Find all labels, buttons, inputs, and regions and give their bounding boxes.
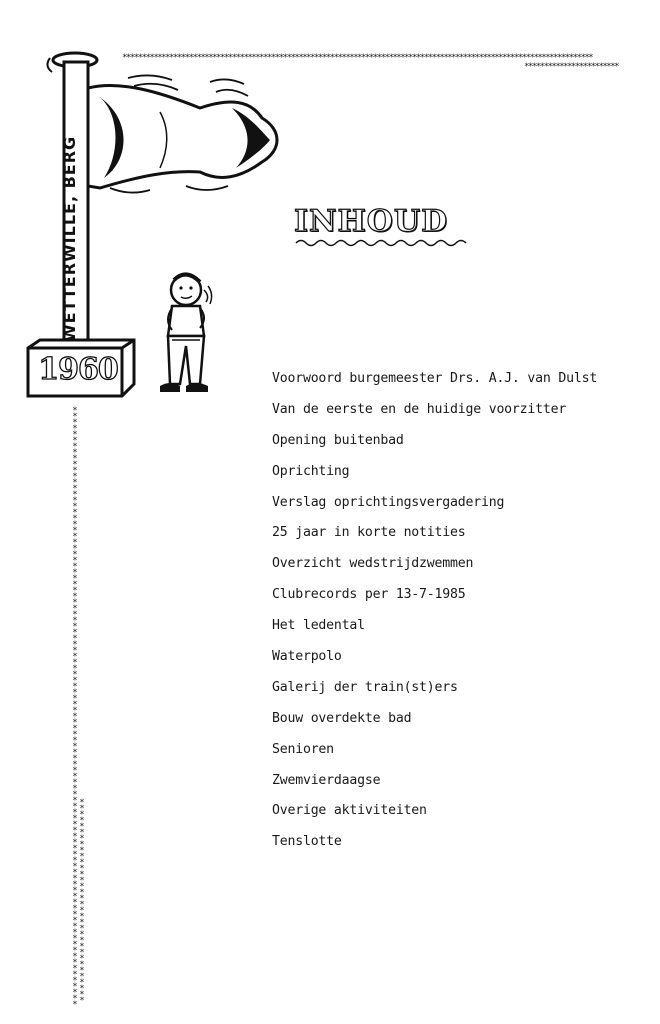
- top-star-border-tail: ************************: [524, 62, 619, 72]
- year-label: 1960: [38, 352, 118, 387]
- flagpole-illustration: [0, 0, 300, 410]
- toc-item: Oprichting: [272, 463, 350, 479]
- toc-item: Voorwoord burgemeester Drs. A.J. van Dulst: [272, 371, 598, 386]
- toc-item: Opening buitenbad: [272, 432, 404, 448]
- page-title: INHOUD: [294, 204, 449, 239]
- toc-item: 25 jaar in korte notities: [272, 525, 466, 541]
- toc-item: Overzicht wedstrijdzwemmen: [272, 556, 474, 572]
- toc-item: Het ledental: [272, 618, 365, 634]
- toc-item: Bouw overdekte bad: [272, 710, 412, 726]
- toc-item: Overige aktiviteiten: [272, 803, 427, 819]
- table-of-contents: [272, 369, 597, 863]
- toc-item: Verslag oprichtingsvergadering: [272, 494, 505, 510]
- left-star-border-bold: **********************************: [79, 798, 85, 1006]
- top-star-border: ************************************************************************************************************************: [122, 53, 593, 63]
- toc-item: Galerij der train(st)ers: [272, 679, 458, 695]
- toc-item: Tenslotte: [272, 834, 342, 850]
- left-star-border: ****************************************************************************************************: [72, 406, 78, 1010]
- toc-item: Clubrecords per 13-7-1985: [272, 587, 466, 603]
- toc-item: Zwemvierdaagse: [272, 772, 381, 788]
- toc-item: Senioren: [272, 741, 334, 757]
- toc-item: Waterpolo: [272, 649, 342, 665]
- title-underline-wave: [296, 238, 468, 248]
- toc-item: Van de eerste en de huidige voorzitter: [272, 401, 567, 417]
- sign-text: WETTERWILLE, BERG: [60, 135, 79, 342]
